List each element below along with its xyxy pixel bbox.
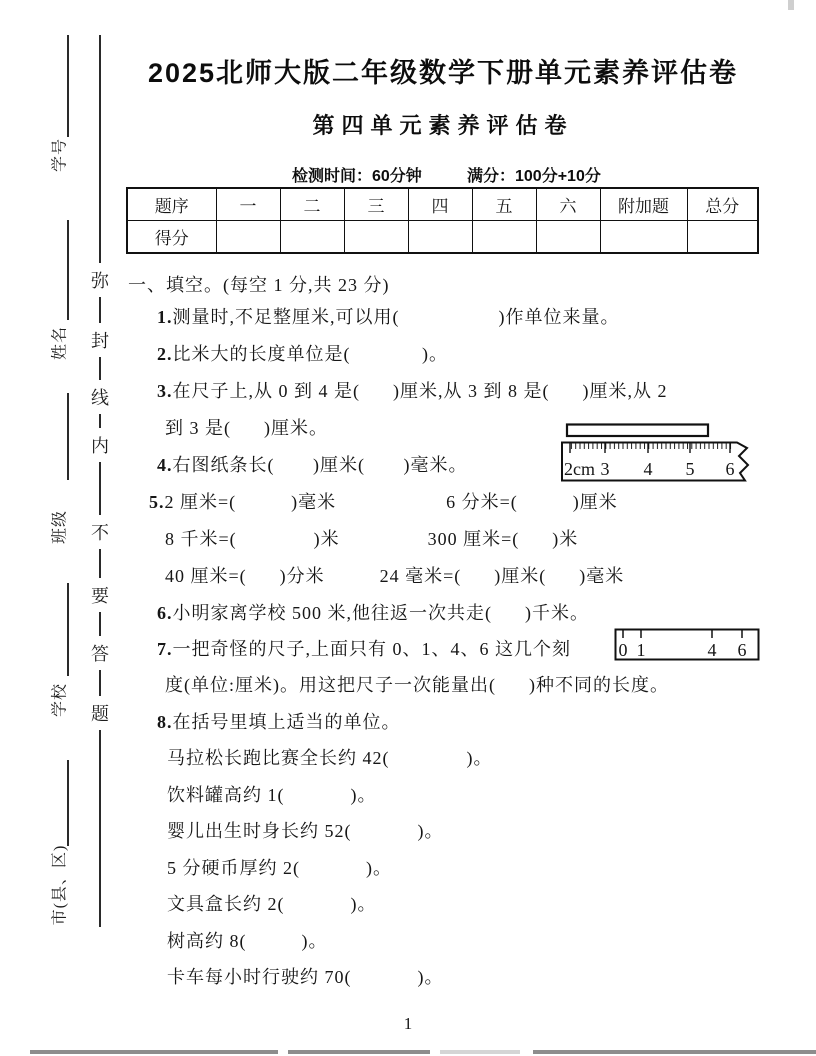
- section-heading: 一、填空。(每空 1 分,共 23 分): [128, 275, 390, 295]
- score-header-cell: 总分: [687, 188, 758, 221]
- question-text: 8 千米=( )米 300 厘米=( )米: [165, 529, 579, 549]
- question-8: [157, 708, 401, 734]
- scan-edge-artifact: [533, 1050, 816, 1054]
- exam-time-info: 检测时间：60分钟: [292, 168, 422, 185]
- question-text: 马拉松长跑比赛全长约 42( )。: [167, 748, 493, 768]
- question-8-item-1: [167, 744, 493, 770]
- score-table-header-row: [127, 188, 758, 221]
- question-text: 度(单位:厘米)。用这把尺子一次能量出( )种不同的长度。: [165, 675, 669, 695]
- seal-char: 要: [91, 578, 109, 612]
- question-text: 婴儿出生时身长约 52( )。: [167, 821, 444, 841]
- seal-char: 题: [91, 696, 109, 730]
- question-text: 卡车每小时行驶约 70( )。: [167, 967, 444, 987]
- question-text: 在尺子上,从 0 到 4 是( )厘米,从 3 到 8 是( )厘米,从 2: [172, 381, 668, 401]
- question-1: [157, 303, 620, 329]
- score-header-cell: 附加题: [600, 188, 687, 221]
- margin-field-class: 班级: [51, 509, 69, 545]
- question-text: 2 厘米=( )毫米 6 分米=( )厘米: [164, 492, 618, 512]
- scan-edge-artifact: [288, 1050, 430, 1054]
- question-number: 3.: [157, 381, 173, 401]
- strange-ruler-figure: [614, 628, 764, 664]
- city-fill-line: [67, 760, 69, 846]
- ruler-label: 2cm: [564, 459, 595, 479]
- question-7-line-1: [157, 635, 571, 661]
- question-8-item-7: [167, 963, 444, 989]
- question-number: 7.: [157, 639, 173, 659]
- strange-ruler-label: 4: [707, 640, 717, 660]
- question-text: 右图纸条长( )厘米( )毫米。: [172, 455, 468, 475]
- score-header-cell: 一: [216, 188, 280, 221]
- question-text: 文具盒长约 2( )。: [167, 894, 377, 914]
- question-5-line-1: [149, 488, 618, 514]
- score-empty-cell: [687, 221, 758, 254]
- ruler-label: 4: [643, 459, 653, 479]
- question-number: 5.: [149, 492, 165, 512]
- question-text: 5 分硬币厚约 2( )。: [167, 858, 392, 878]
- question-number: 2.: [157, 344, 173, 364]
- school-fill-line: [67, 583, 69, 676]
- scan-edge-artifact: [30, 1050, 278, 1054]
- score-table: [126, 187, 759, 254]
- class-fill-line: [67, 393, 69, 480]
- question-6: [157, 599, 589, 625]
- question-2: [157, 340, 448, 366]
- question-text: 树高约 8( )。: [167, 931, 328, 951]
- score-empty-cell: [344, 221, 408, 254]
- ruler-mm-ticks: [570, 443, 732, 450]
- question-text: 测量时,不足整厘米,可以用( )作单位来量。: [172, 307, 620, 327]
- ruler-label: 3: [600, 459, 610, 479]
- scan-edge-artifact: [440, 1050, 520, 1054]
- ruler-label: 6: [725, 459, 735, 479]
- ruler-label: 5: [685, 459, 695, 479]
- question-8-item-5: [167, 890, 377, 916]
- score-empty-cell: [472, 221, 536, 254]
- score-table-score-row: [127, 221, 758, 254]
- question-8-item-6: [167, 927, 328, 953]
- score-header-cell: 六: [536, 188, 600, 221]
- seal-char: 不: [91, 515, 109, 549]
- question-number: 8.: [157, 712, 173, 732]
- strange-ruler-label: 0: [618, 640, 628, 660]
- seal-line: [99, 35, 101, 927]
- question-text: 在括号里填上适当的单位。: [172, 712, 401, 732]
- question-8-item-2: [167, 781, 377, 807]
- seal-char: 封: [91, 323, 109, 357]
- question-8-item-3: [167, 817, 444, 843]
- score-header-cell: 二: [280, 188, 344, 221]
- paper-strip: [567, 425, 708, 437]
- margin-field-school: 学校: [51, 682, 69, 718]
- seal-char: 线: [91, 380, 109, 414]
- seal-char: 答: [91, 636, 109, 670]
- question-text: 小明家离学校 500 米,他往返一次共走( )千米。: [172, 603, 589, 623]
- strange-ruler-label: 1: [636, 640, 646, 660]
- scan-edge-artifact: [788, 0, 794, 10]
- question-text: 比米大的长度单位是( )。: [172, 344, 448, 364]
- question-3-line-1: [157, 377, 667, 403]
- question-7-line-2: [165, 671, 669, 697]
- score-empty-cell: [536, 221, 600, 254]
- question-5-line-2: [165, 525, 578, 551]
- paper-strip-ruler-figure: [558, 420, 763, 484]
- student-id-fill-line: [67, 35, 69, 137]
- question-4: [157, 451, 467, 477]
- question-3-line-2: [165, 414, 328, 440]
- question-number: 4.: [157, 455, 173, 475]
- strange-ruler-label: 6: [737, 640, 747, 660]
- question-text: 到 3 是( )厘米。: [165, 418, 328, 438]
- margin-field-city: 市(县、区): [51, 844, 69, 926]
- exam-fullscore-info: 满分：100分+10分: [467, 168, 601, 185]
- score-empty-cell: [216, 221, 280, 254]
- seal-char: 弥: [91, 263, 109, 297]
- name-fill-line: [67, 220, 69, 320]
- score-row-label: 得分: [127, 221, 216, 254]
- score-header-cell: 题序: [127, 188, 216, 221]
- page-number: 1: [403, 1014, 413, 1033]
- question-5-line-3: [165, 562, 624, 588]
- score-empty-cell: [600, 221, 687, 254]
- score-header-cell: 三: [344, 188, 408, 221]
- question-text: 饮料罐高约 1( )。: [167, 785, 377, 805]
- question-text: 40 厘米=( )分米 24 毫米=( )厘米( )毫米: [165, 566, 625, 586]
- page-title: 2025北师大版二年级数学下册单元素养评估卷: [147, 58, 739, 88]
- question-number: 1.: [157, 307, 173, 327]
- question-text: 一把奇怪的尺子,上面只有 0、1、4、6 这几个刻: [172, 639, 571, 659]
- unit-subtitle: 第四单元素养评估卷: [312, 113, 574, 138]
- score-header-cell: 四: [408, 188, 472, 221]
- score-empty-cell: [280, 221, 344, 254]
- question-number: 6.: [157, 603, 173, 623]
- margin-field-name: 姓名: [51, 325, 69, 361]
- question-8-item-4: [167, 854, 392, 880]
- seal-char: 内: [91, 428, 109, 462]
- score-empty-cell: [408, 221, 472, 254]
- margin-field-student-id: 学号: [51, 137, 69, 173]
- score-header-cell: 五: [472, 188, 536, 221]
